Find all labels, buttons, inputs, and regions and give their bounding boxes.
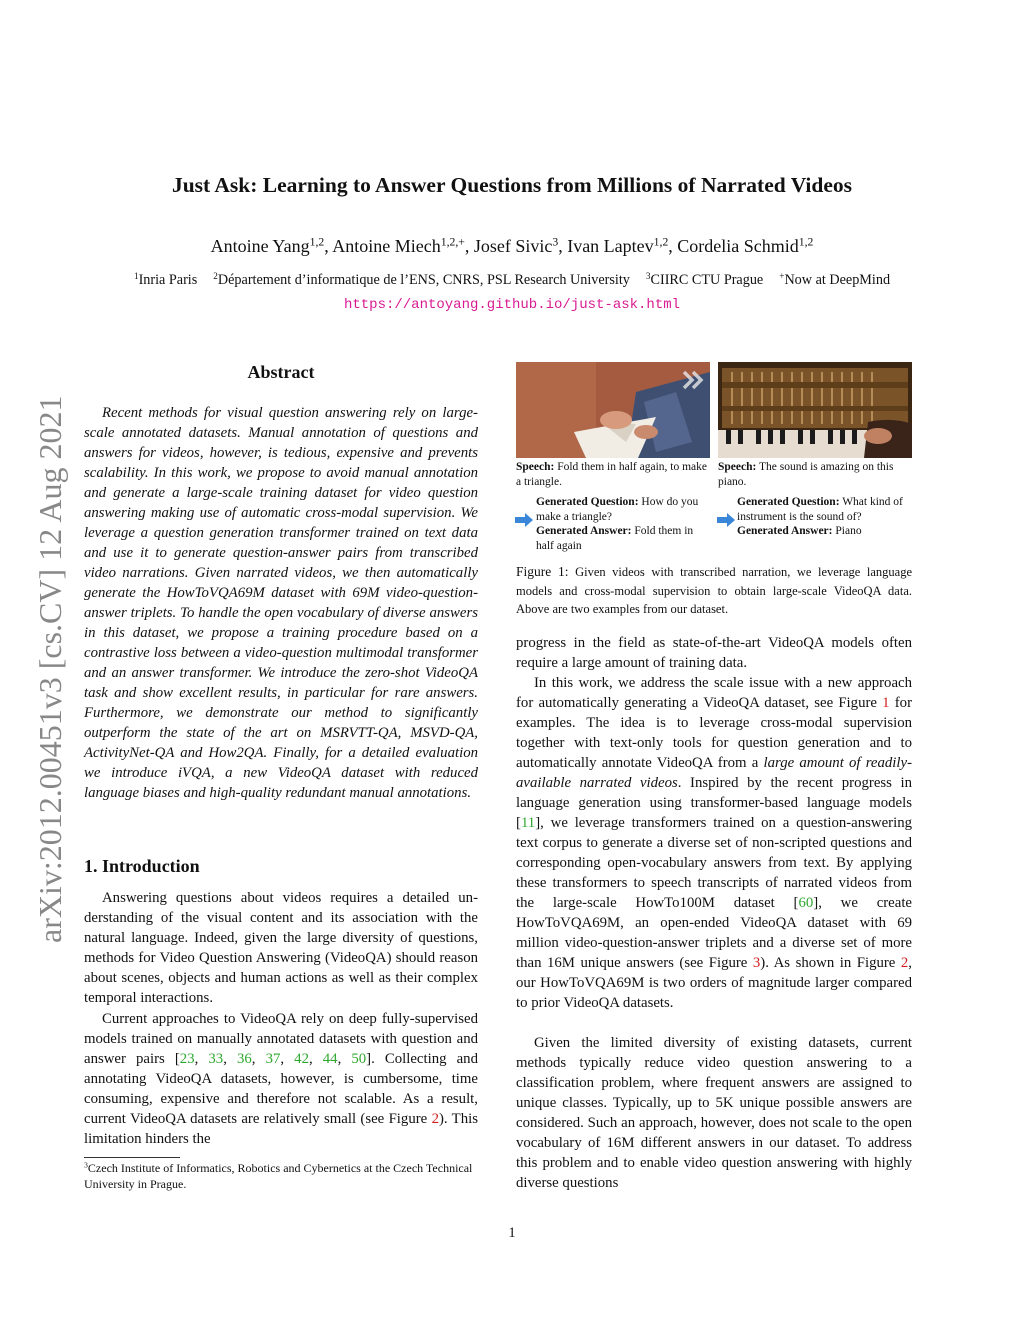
- citation-link[interactable]: 11: [520, 815, 536, 831]
- affiliation-list: [0, 272, 1024, 289]
- intro-paragraph-2: [84, 1009, 478, 1149]
- citation-link[interactable]: 42: [294, 1051, 309, 1067]
- affiliation-name: Département d’informatique de l’ENS, CNRS, PSL Research University: [217, 272, 630, 288]
- author-name: Antoine Yang: [210, 236, 310, 256]
- figure-caption: [516, 563, 912, 619]
- paragraph-run: ,: [194, 1051, 209, 1067]
- author-name: Ivan Laptev: [567, 236, 654, 256]
- figure-caption-text: Given videos with transcribed narration, we leverage language models and cross-modal supervision to obtain large-scale VideoQA data. Above are two examples from our dataset.: [516, 565, 912, 616]
- abstract-heading: Abstract: [247, 362, 315, 382]
- author-name: Cordelia Schmid: [677, 236, 799, 256]
- figure-generated-qa-left: [536, 495, 708, 553]
- paragraph-run: In this work, we address the scale issue with a new approach for automatically generating a VideoQA dataset, see Figure: [516, 675, 912, 711]
- generated-answer: [536, 524, 708, 553]
- affiliation-name: CIIRC CTU Prague: [650, 272, 764, 288]
- author-affiliation-mark: 1,2: [309, 235, 325, 249]
- footnote-mark: 3: [84, 1160, 88, 1170]
- affiliation-name: Now at DeepMind: [784, 272, 891, 288]
- author-name: Josef Sivic: [473, 236, 553, 256]
- video-frame-piano-art: [718, 362, 912, 458]
- figure-speech-left: [516, 460, 710, 489]
- speech-text: Fold them in half again, to make a triangle.: [516, 461, 708, 488]
- paragraph-run: ,: [308, 1051, 323, 1067]
- emphasis-text: large amount of readily-available narrated videos: [516, 755, 912, 791]
- video-frame-paper-folding-art: [516, 362, 710, 458]
- citation-link[interactable]: 37: [265, 1051, 281, 1067]
- paper-title: Just Ask: Learning to Answer Questions from Millions of Narrated Videos: [171, 173, 853, 197]
- right-arrow-icon: [514, 513, 534, 527]
- paragraph-run: ,: [223, 1051, 237, 1067]
- author-affiliation-mark: 1,2,+: [440, 235, 465, 249]
- generated-answer: [737, 524, 912, 539]
- right-arrow-icon: [716, 513, 736, 527]
- author-affiliation-mark: 1,2: [653, 235, 669, 249]
- paragraph-run: ,: [280, 1051, 295, 1067]
- author-affiliation-mark: 1,2: [798, 235, 814, 249]
- paragraph-run: for examples. The idea is to leverage cross-modal supervision together with text-only tools for question generation and to automatically annotate VideoQA from a: [516, 695, 913, 771]
- abstract-text: Recent methods for visual question answering rely on large-scale annotated datasets. Manual annotation of questions and answers for videos, however, is tedious, expensive and prevents scalability. In this work, we propose to avoid manual annotation and generate a large-scale training dataset for video question answering making use of automatic cross-modal supervision. We leverage a question generation transformer trained on text data and use it to generate question-answer pairs from transcribed video narrations. Given narrated videos, we then automatically generate the HowToVQA69M dataset with 69M video-question-answer triplets. To handle the open vocabulary of diverse answers in this dataset, we propose a training procedure based on a contrastive loss between a video-question multimodal transformer and an answer transformer. We introduce the zero-shot VideoQA task and show excellent results, in particular for rare answers. Furthermore, we demonstrate our method to significantly outperform the state of the art on MSRVTT-QA, MSVD-QA, ActivityNet-QA and How2QA. Finally, for a detailed evaluation we introduce iVQA, a new VideoQA dataset with reduced language biases and high-quality redundant manual annotations.: [84, 405, 478, 801]
- generated-question: [737, 495, 912, 524]
- citation-link[interactable]: 50: [351, 1051, 367, 1067]
- citation-link[interactable]: 60: [798, 895, 814, 911]
- figure-reference-link[interactable]: 2: [900, 955, 909, 971]
- figure-generated-qa-right: [737, 495, 912, 539]
- intro-paragraph-1: Answering questions about videos requires a detailed understanding of the visual content and its association with the natural language. Indeed, given the large diversity of questions, methods for Video Question Answering (VideoQA) should reason about scenes, objects and human actions as well as their complex temporal interactions.: [84, 890, 478, 1006]
- generated-question-label: Generated Question:: [737, 496, 840, 508]
- speech-text: The sound is amazing on this piano.: [718, 461, 894, 488]
- generated-answer-text: Piano: [832, 525, 862, 537]
- video-frame-paper-folding: [516, 362, 710, 458]
- right-paragraph-1: progress in the field as state-of-the-art VideoQA models often require a large amount of training data.: [516, 635, 912, 671]
- paragraph-run: ], we leverage transformers trained on a question-answering text corpus to generate a diverse set of non-scripted questions and corresponding open-vocabulary answers from text. By applying these transformers to speech transcripts of narrated videos from the large-scale HowTo100M dataset [: [516, 815, 912, 911]
- video-frame-piano: [718, 362, 912, 458]
- affiliation-mark: 2: [213, 270, 218, 281]
- paragraph-run: . Inspired by the recent progress in language generation using transformer-based language models [: [516, 775, 912, 831]
- paragraph-run: ,: [251, 1051, 266, 1067]
- footnote-text: Czech Institute of Informatics, Robotics and Cybernetics at the Czech Technical University in Prague.: [84, 1161, 473, 1191]
- paragraph-run: , our HowToVQA69M is two orders of magnitude larger compared to prior VideoQA datasets.: [516, 955, 912, 1011]
- citation-link[interactable]: 44: [322, 1051, 338, 1067]
- generated-question: [536, 495, 708, 524]
- citation-link[interactable]: 33: [208, 1051, 224, 1067]
- author-separator: ,: [558, 236, 568, 256]
- generated-question-text: What kind of instrument is the sound of?: [737, 496, 903, 523]
- author-name: Antoine Miech: [332, 236, 441, 256]
- paragraph-run: ]. Collecting and annotating VideoQA datasets, however, is cumbersome, time consuming, expensive and therefore not scalable. As a result, current VideoQA datasets are relatively small (see Figure: [84, 1051, 478, 1127]
- section-heading-introduction: 1. Introduction: [84, 856, 200, 876]
- generated-answer-text: Fold them in half again: [536, 525, 694, 552]
- project-url[interactable]: https://antoyang.github.io/just-ask.html: [343, 297, 681, 313]
- figure-reference-link[interactable]: 1: [882, 695, 890, 711]
- paragraph-run: Current approaches to VideoQA rely on deep fully-supervised models trained on manually annotated datasets with question and answer pairs [: [84, 1011, 478, 1067]
- author-separator: ,: [324, 236, 333, 256]
- speech-label: Speech:: [516, 461, 555, 473]
- figure-speech-right: [718, 460, 912, 489]
- generated-answer-label: Generated Answer:: [737, 525, 833, 537]
- citation-link[interactable]: 36: [236, 1051, 252, 1067]
- speech-label: Speech:: [718, 461, 757, 473]
- footnote: [84, 1160, 478, 1192]
- right-paragraph-2: [516, 673, 912, 1013]
- right-paragraph-3: Given the limited diversity of existing datasets, current methods typically reduce video question answering to a classification problem, where frequent answers are assigned to unique classes. Typically, up to 5K unique possible answers are considered. Such an approach, however, does not scale to the open vocabulary of 16M different answers in our dataset. To address this problem and to enable video question answering with highly diverse questions: [516, 1035, 912, 1191]
- arxiv-stamp: arXiv:2012.00451v3 [cs.CV] 12 Aug 2021: [32, 395, 68, 943]
- author-separator: ,: [464, 236, 474, 256]
- author-separator: ,: [668, 236, 678, 256]
- generated-question-text: How do you make a triangle?: [536, 496, 699, 523]
- generated-answer-label: Generated Answer:: [536, 525, 632, 537]
- figure-reference-link[interactable]: 3: [752, 955, 761, 971]
- paragraph-run: ], we create HowToVQA69M, an open-ended VideoQA dataset with 69 million video-question-answer triplets and a diverse set of more than 16M unique answers (see Figure: [516, 895, 912, 971]
- affiliation-name: Inria Paris: [138, 272, 198, 288]
- page-number: 1: [508, 1225, 516, 1241]
- paragraph-run: ). This limitation hinders the: [84, 1111, 478, 1147]
- citation-link[interactable]: 23: [179, 1051, 195, 1067]
- footnote-rule: [84, 1157, 180, 1158]
- figure-caption-label: Figure 1:: [516, 564, 569, 579]
- figure-reference-link[interactable]: 2: [431, 1111, 439, 1127]
- author-affiliation-mark: 3: [552, 235, 559, 249]
- affiliation-mark: 3: [645, 270, 651, 281]
- generated-question-label: Generated Question:: [536, 496, 639, 508]
- author-list: [0, 236, 1024, 257]
- affiliation-mark: 1: [133, 270, 139, 281]
- paragraph-run: ). As shown in Figure: [760, 955, 901, 971]
- paragraph-run: ,: [337, 1051, 352, 1067]
- affiliation-mark: +: [779, 270, 785, 281]
